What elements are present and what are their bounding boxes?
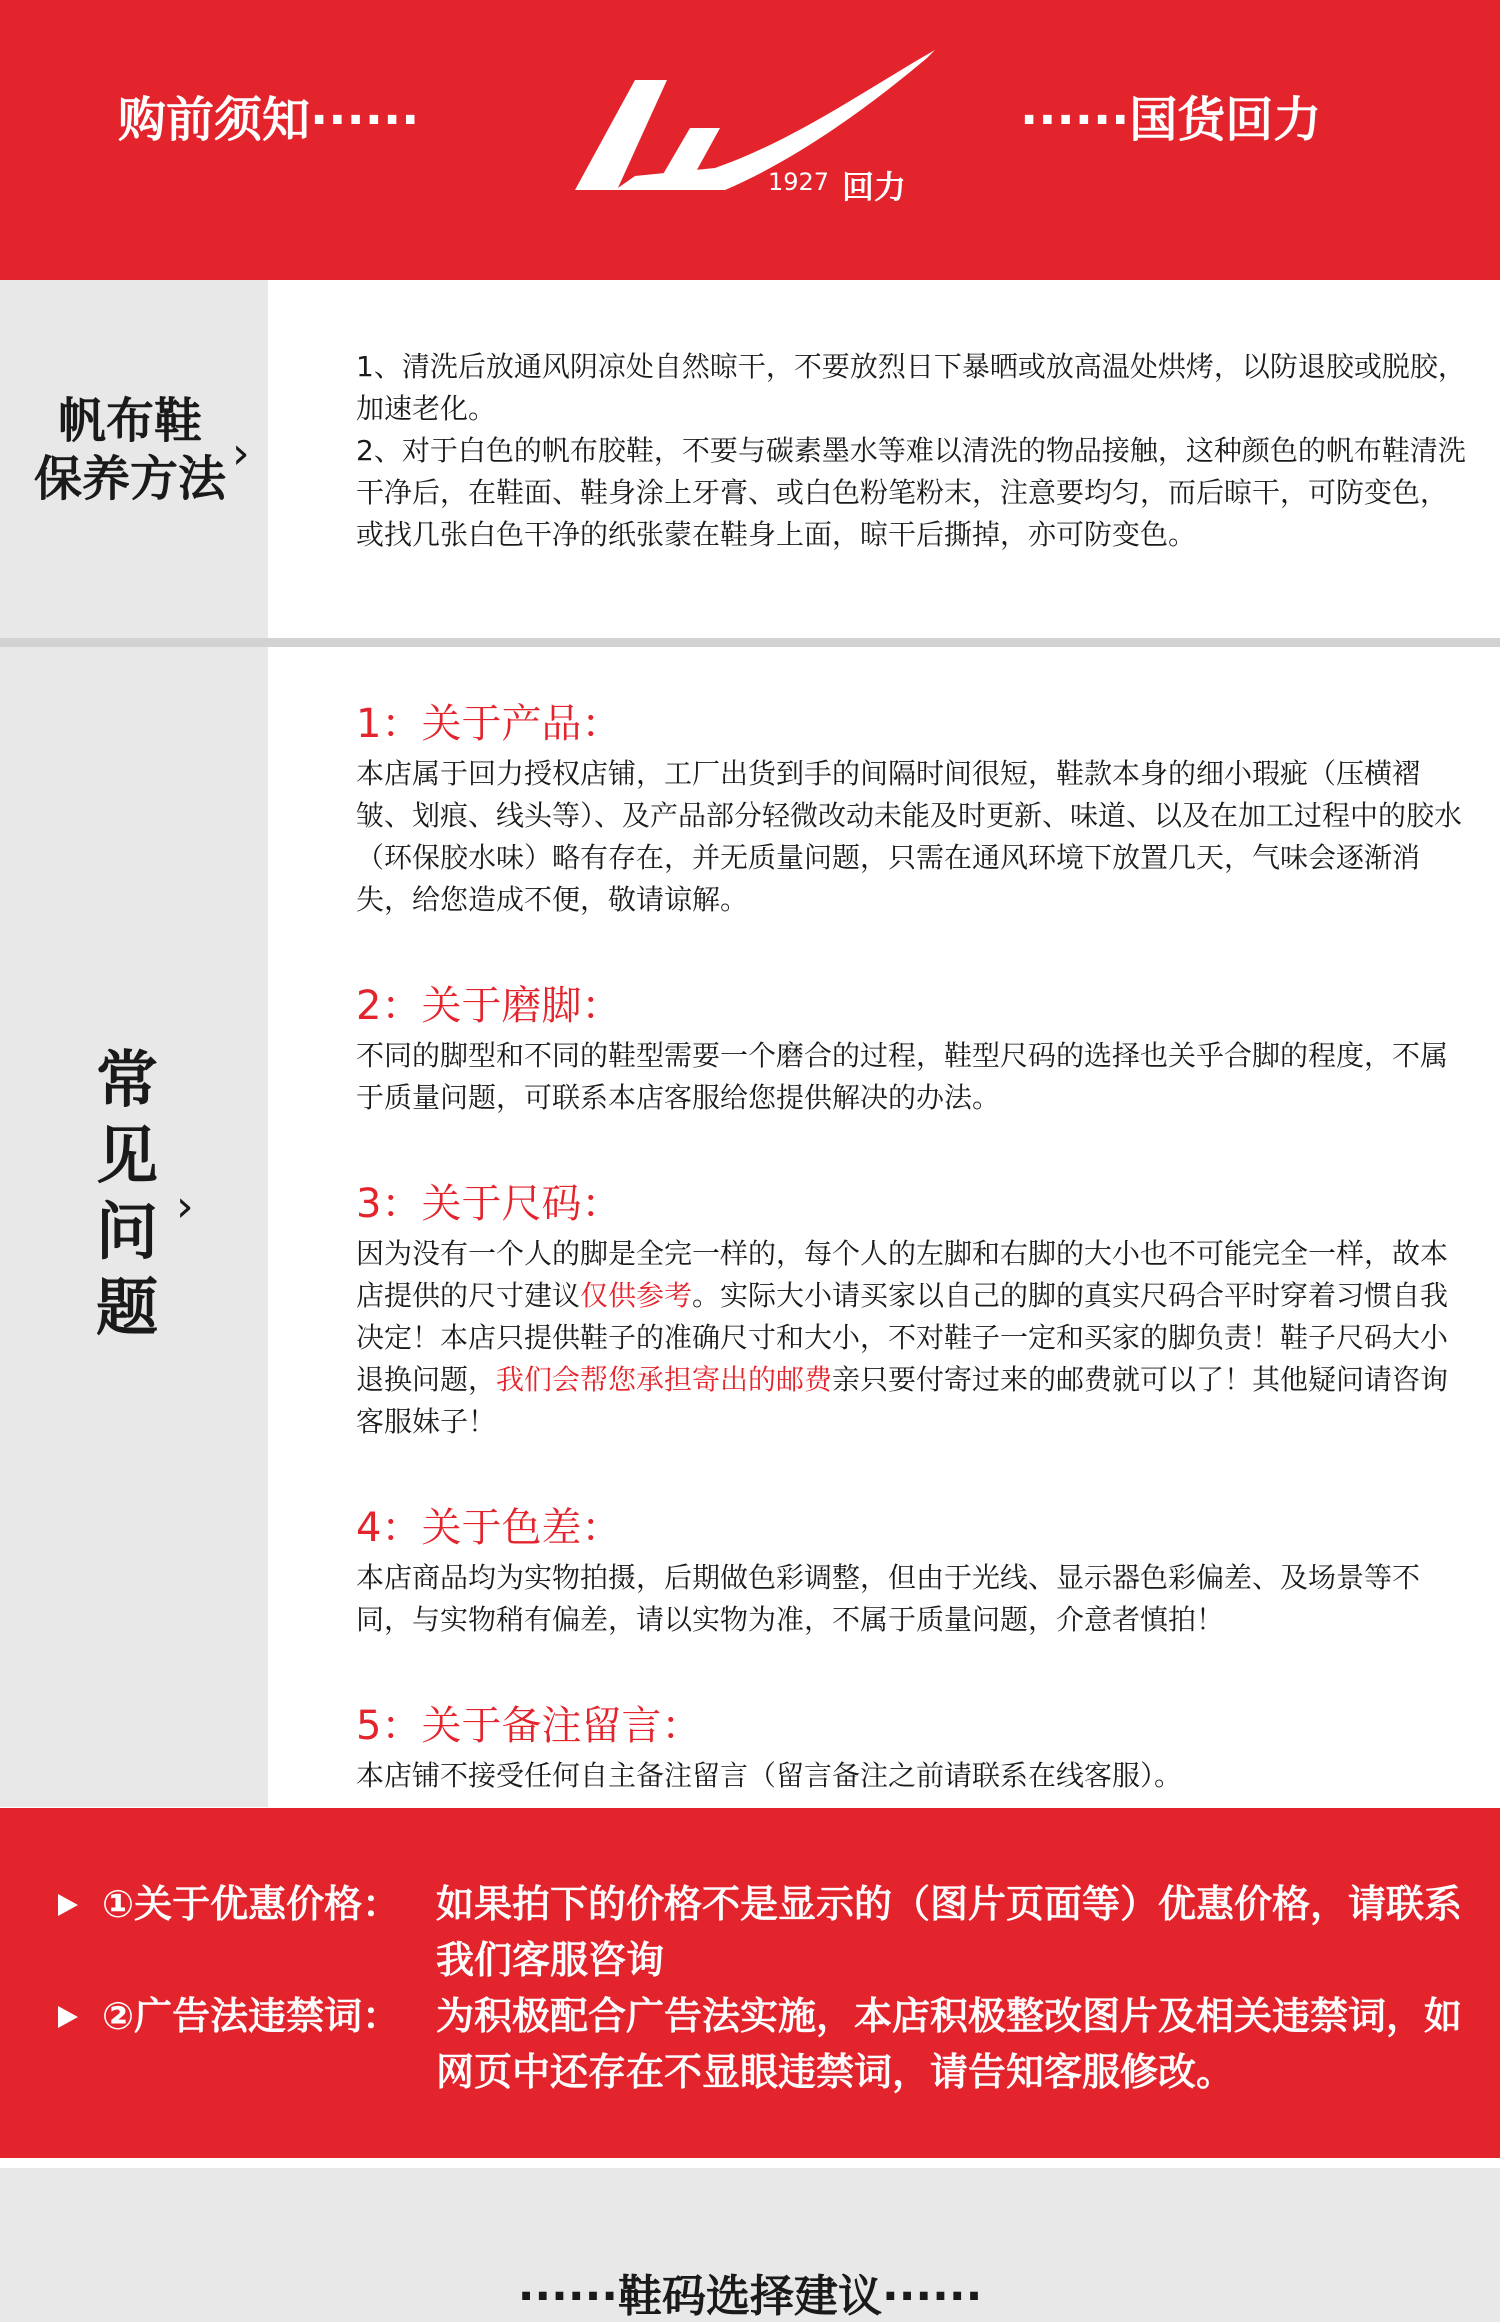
header-right-text: ······国货回力 xyxy=(1020,92,1322,148)
faq-item-size xyxy=(356,1177,1466,1443)
highlight-reference-only: 仅供参考 xyxy=(580,1279,693,1312)
faq-side-label xyxy=(0,647,268,1807)
care-content xyxy=(356,346,1466,556)
faq-item-fit xyxy=(356,979,1466,1119)
logo-year: 1927 xyxy=(768,168,830,196)
faq-body: 本店商品均为实物拍摄，后期做色彩调整，但由于光线、显示器色彩偏差、及场景等不同，与实物稍有偏差，请以实物为准，不属于质量问题，介意者慎拍！ xyxy=(356,1561,1421,1636)
section-divider xyxy=(0,638,1500,647)
care-side-label xyxy=(0,280,268,638)
faq-body: 本店属于回力授权店铺，工厂出货到手的间隔时间很短，鞋款本身的细小瑕疵（压横褶皱、划痕、线头等）、及产品部分轻微改动未能及时更新、味道、以及在加工过程中的胶水（环保胶水味）略有存在，并无质量问题，只需在通风环境下放置几天，气味会逐渐消失，给您造成不便，敬请谅解。 xyxy=(356,757,1463,916)
notice-label: ①关于优惠价格： xyxy=(102,1882,401,1926)
notice-text: 为积极配合广告法实施，本店积极整改图片及相关违禁词，如网页中还存在不显眼违禁词，请告知客服修改。 xyxy=(436,1994,1463,2094)
faq-title: 3：关于尺码： xyxy=(356,1181,622,1227)
faq-body: 因为没有一个人的脚是全完一样的，每个人的左脚和右脚的大小也不可能完全一样，故本店提供的尺寸建议仅供参考。实际大小请买家以自己的脚的真实尺码合平时穿着习惯自我决定！本店只提供鞋子的准确尺寸和大小，不对鞋子一定和买家的脚负责！鞋子尺码大小退换问题，我们会帮您承担寄出的邮费亲只要付寄过来的邮费就可以了！其他疑问请咨询客服妹子！ xyxy=(356,1237,1449,1438)
care-side-title: 帆布鞋 保养方法 xyxy=(33,393,226,507)
faq-title: 4：关于色差： xyxy=(356,1505,622,1551)
faq-item-product xyxy=(356,697,1466,921)
triangle-right-icon xyxy=(58,2006,78,2028)
faq-side-title: 常见问题 xyxy=(95,1043,158,1344)
care-section xyxy=(0,280,1500,638)
faq-title: 5：关于备注留言： xyxy=(356,1703,702,1749)
chevron-right-icon: › xyxy=(232,428,250,479)
faq-content xyxy=(356,697,1466,1855)
faq-title: 2：关于磨脚： xyxy=(356,983,622,1029)
faq-item-color xyxy=(356,1501,1466,1641)
size-guide-header xyxy=(0,2158,1500,2322)
logo-brand-name: 回力 xyxy=(842,168,907,206)
chevron-right-icon: › xyxy=(176,1181,194,1232)
size-guide-title: ······鞋码选择建议······ xyxy=(517,2271,983,2322)
notice-banner xyxy=(0,1808,1500,2158)
faq-item-remarks xyxy=(356,1699,1466,1797)
triangle-right-icon xyxy=(58,1894,78,1916)
faq-section xyxy=(0,647,1500,1807)
faq-body: 本店铺不接受任何自主备注留言（留言备注之前请联系在线客服）。 xyxy=(356,1759,1183,1792)
notice-text: 如果拍下的价格不是显示的（图片页面等）优惠价格，请联系我们客服咨询 xyxy=(436,1882,1463,1982)
highlight-shipping-covered: 我们会帮您承担寄出的邮费 xyxy=(496,1363,833,1396)
notice-label: ②广告法违禁词： xyxy=(102,1994,401,2038)
care-paragraph-1: 1、清洗后放通风阴凉处自然晾干，不要放烈日下暴晒或放高温处烘烤，以防退胶或脱胶，加速老化。 xyxy=(356,350,1466,425)
header-banner xyxy=(0,0,1500,280)
care-paragraph-2: 2、对于白色的帆布胶鞋，不要与碳素墨水等难以清洗的物品接触，这种颜色的帆布鞋清洗干净后，在鞋面、鞋身涂上牙膏、或白色粉笔粉末，注意要均匀，而后晾干，可防变色，或找几张白色干净的纸张蒙在鞋身上面，晾干后撕掉，亦可防变色。 xyxy=(356,434,1466,551)
faq-title: 1：关于产品： xyxy=(356,701,622,747)
faq-body: 不同的脚型和不同的鞋型需要一个磨合的过程，鞋型尺码的选择也关乎合脚的程度，不属于质量问题，可联系本店客服给您提供解决的办法。 xyxy=(356,1039,1449,1114)
header-left-text: 购前须知······ xyxy=(118,92,420,148)
